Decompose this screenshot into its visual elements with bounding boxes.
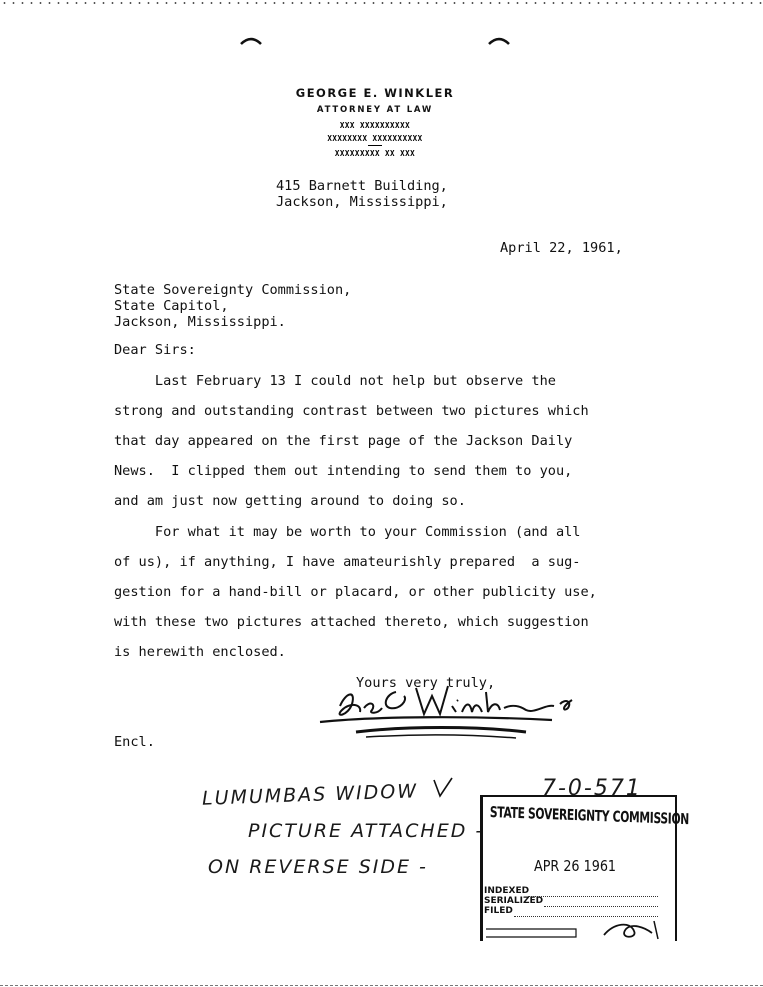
letterhead-divider <box>368 145 382 146</box>
struck-address-line-3: XXXXXXXXX XX XXX <box>334 149 416 158</box>
struck-address-line-1: XXX XXXXXXXXXX <box>339 121 411 130</box>
punch-hole-mark-left <box>240 36 262 46</box>
complimentary-close: Yours very truly, <box>356 675 496 691</box>
letterhead <box>280 86 470 158</box>
body-line: Last February 13 I could not help but observe the <box>114 373 556 389</box>
stamp-dotted-line <box>528 895 658 897</box>
body-line: News. I clipped them out intending to send them to you, <box>114 463 573 479</box>
stamp-label-indexed: INDEXED <box>484 886 530 896</box>
recipient-line-3: Jackson, Mississippi. <box>114 314 286 330</box>
scan-bottom-edge <box>0 984 763 986</box>
body-line: is herewith enclosed. <box>114 644 286 660</box>
recipient-line-2: State Capitol, <box>114 298 229 314</box>
stamp-title: STATE SOVEREIGNTY COMMISSION <box>489 803 690 829</box>
stamp-date: APR 26 1961 <box>534 857 617 875</box>
attorney-name: GEORGE E. WINKLER <box>295 86 455 100</box>
body-line: of us), if anything, I have amateurishly prepared a sug- <box>114 554 581 570</box>
recipient-line-1: State Sovereignty Commission, <box>114 282 352 298</box>
attorney-title: ATTORNEY AT LAW <box>316 105 434 115</box>
signature <box>316 670 616 750</box>
handwritten-check-mark <box>432 776 454 800</box>
stamp-label-serialized: SERIALIZED <box>484 896 544 906</box>
body-line: strong and outstanding contrast between two pictures which <box>114 403 589 419</box>
address-line-2: Jackson, Mississippi, <box>276 194 448 210</box>
handwritten-note-line-2: PICTURE ATTACHED - <box>248 820 485 842</box>
body-line: For what it may be worth to your Commission (and all <box>114 524 581 540</box>
punch-hole-mark-right <box>488 36 510 46</box>
body-line: with these two pictures attached thereto, which suggestion <box>114 614 589 630</box>
address-line-1: 415 Barnett Building, <box>276 178 448 194</box>
letter-date: April 22, 1961, <box>500 240 623 256</box>
handwritten-file-number: 7-0-571 <box>542 776 642 801</box>
received-stamp <box>480 795 690 941</box>
body-line: and am just now getting around to doing so. <box>114 493 466 509</box>
struck-address-line-2: XXXXXXXX XXXXXXXXXX <box>327 134 423 143</box>
stamp-label-filed: FILED <box>484 906 513 916</box>
enclosure-notation: Encl. <box>114 734 155 750</box>
scan-edge-dots <box>0 2 763 4</box>
stamp-dotted-line <box>544 905 658 907</box>
body-line: that day appeared on the first page of the Jackson Daily <box>114 433 573 449</box>
handwritten-note-line-3: ON REVERSE SIDE - <box>208 856 428 878</box>
handwritten-note-line-1: LUMUMBAS WIDOW <box>201 780 419 810</box>
body-line: gestion for a hand-bill or placard, or other publicity use, <box>114 584 597 600</box>
salutation: Dear Sirs: <box>114 342 196 358</box>
stamp-initials <box>484 917 670 941</box>
